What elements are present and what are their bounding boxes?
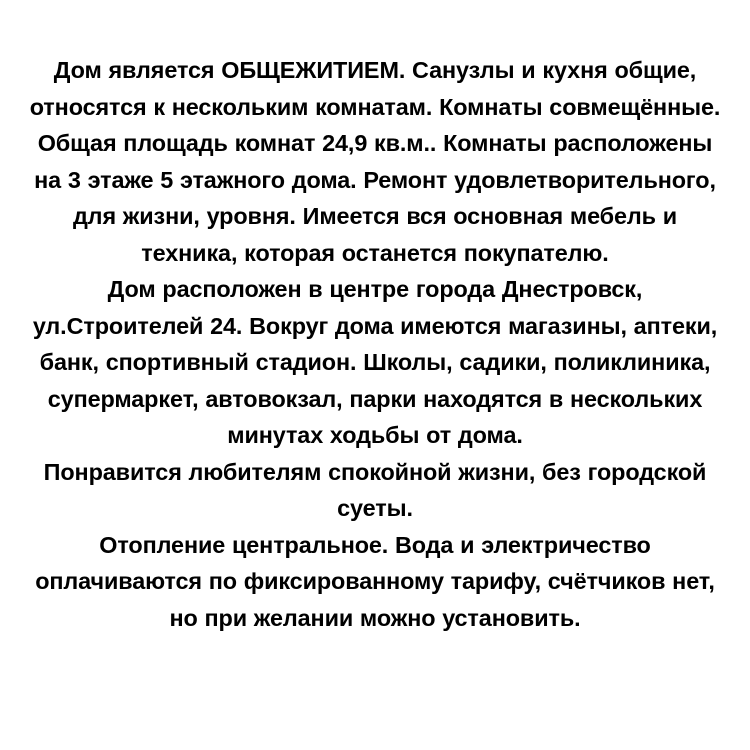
paragraph-1: Дом является ОБЩЕЖИТИЕМ. Санузлы и кухня общие, относятся к нескольким комнатам. Комнаты совмещённые. Общая площадь комнат 24,9 кв.м.. Комнаты расположены на 3 этаже 5 этажного дома. Ремонт удовлетворительного, для жизни, уровня. Имеется вся основная мебель и техника, которая останется покупателю.	[29, 57, 721, 266]
paragraph-3: Понравится любителям спокойной жизни, без городской суеты.	[43, 458, 707, 521]
description-text	[28, 52, 722, 636]
paragraph-2: Дом расположен в центре города Днестровск, ул.Строителей 24. Вокруг дома имеются магазины, аптеки, банк, спортивный стадион. Школы, садики, поликлиника, супермаркет, автовокзал, парки находятся в нескольких минутах ходьбы от дома.	[32, 276, 718, 448]
paragraph-4: Отопление центральное. Вода и электричество оплачиваются по фиксированному тарифу, счётчиков нет, но при желании можно установить.	[35, 531, 715, 631]
